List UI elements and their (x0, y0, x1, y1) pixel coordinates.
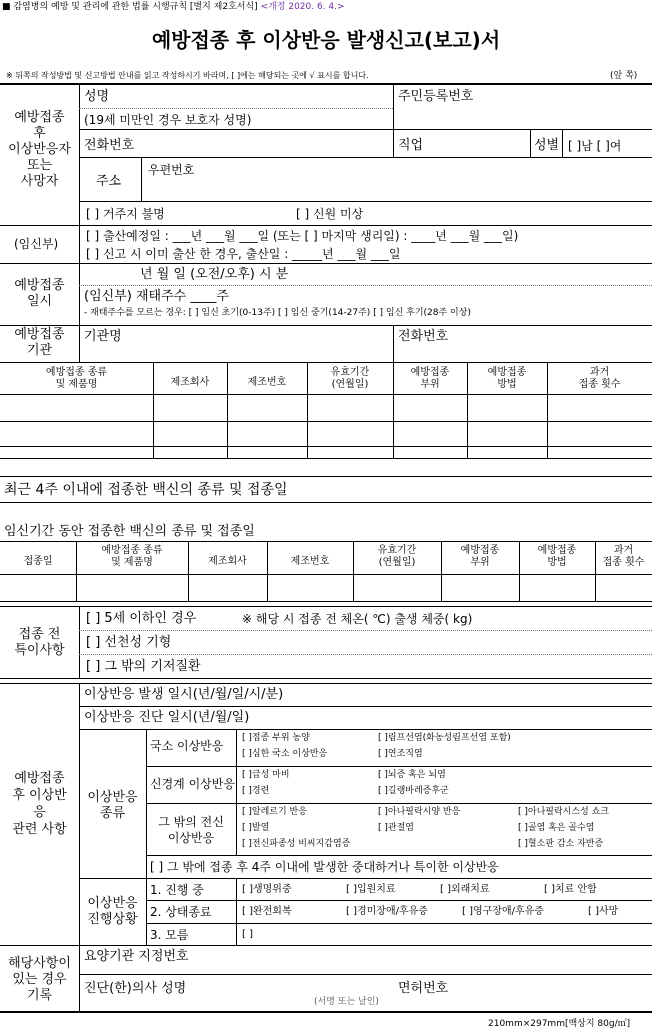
permanent-sequelae-checkbox[interactable]: [ ]영구장애/후유증 (462, 906, 544, 917)
page-side: (앞 쪽) (610, 71, 638, 81)
local-abscess-checkbox[interactable]: [ ]접종 부위 농양 (242, 733, 310, 743)
congenital-anomaly-checkbox[interactable]: [ ] 선천성 기형 (86, 635, 172, 650)
gbs-checkbox[interactable]: [ ]길랭바레증후군 (378, 786, 449, 796)
arthritis-checkbox[interactable]: [ ]관절염 (378, 823, 414, 833)
diagnosis-datetime-label: 이상반응 진단 일시(년/월/일) (84, 710, 250, 725)
unknown-address-checkbox[interactable]: [ ] 거주지 불명 (86, 207, 165, 221)
hospitalized-checkbox[interactable]: [ ]입원치료 (346, 884, 396, 895)
progress-label: 이상반응 진행상황 (87, 896, 138, 927)
anaphylactic-shock-checkbox[interactable]: [ ]아나필락시스성 쇼크 (518, 807, 609, 817)
severe-local-checkbox[interactable]: [ ]심한 국소 이상반응 (242, 749, 328, 759)
recent-vaccines-title: 최근 4주 이내에 접종한 백신의 종류 및 접종일 (4, 482, 288, 498)
cellulitis-checkbox[interactable]: [ ]연조직염 (378, 749, 423, 759)
doctor-name-label: 진단(한)의사 성명 (84, 981, 187, 996)
allergy-checkbox[interactable]: [ ]알레르기 반응 (242, 807, 307, 817)
form-instructions: ※ 뒤쪽의 작성방법 및 신고방법 안내를 읽고 작성하시기 바라며, [ ]에는 해당되는 곳에 √ 표시를 합니다. (6, 71, 369, 80)
form-reference: ■ 감염병의 예방 및 관리에 관한 법률 시행규칙 [별지 제2호서식] <개정 2020. 6. 4.> (2, 2, 345, 12)
sex-label: 성별 (534, 138, 560, 153)
osteitis-checkbox[interactable]: [ ]골염 혹은 골수염 (518, 823, 595, 833)
local-reaction-label: 국소 이상반응 (150, 739, 224, 753)
vaccination-datetime-field[interactable]: 년 월 일 (오전/오후) 시 분 (140, 267, 289, 282)
minor-sequelae-checkbox[interactable]: [ ]경미장애/후유증 (346, 906, 428, 917)
section-pre-vaccination-notes: 접종 전 특이사항 (14, 627, 65, 658)
section-adverse-reaction: 예방접종 후 이상반 응 관련 사항 (12, 771, 67, 837)
systemic-reaction-label: 그 밖의 전신 이상반응 (158, 815, 224, 845)
section-institution: 예방접종 기관 (14, 327, 65, 358)
license-number-label: 면허번호 (398, 981, 449, 996)
header-method: 예방접종 방법 (487, 367, 527, 390)
anaphylactoid-checkbox[interactable]: [ ]아나필락시양 반응 (378, 807, 461, 817)
header-vaccine-type: 예방접종 종류 및 제품명 (45, 367, 108, 390)
name-label: 성명 (84, 89, 110, 104)
pregnancy-vaccine-table: 접종일 예방접종 종류 및 제품명 제조회사 제조번호 유효기간 (연월일) 예방접종 부위 예방접종 방법 과거 접종 횟수 (23, 545, 645, 568)
vaccine-table (0, 362, 652, 458)
due-date-field[interactable]: [ ] 출산예정일 : ___년 ___월 ___일 (또는 [ ] 마지막 생리일) : ____년 ___월 ___일) (86, 229, 519, 243)
gestation-weeks-field[interactable]: (임신부) 재태주수 ____주 (84, 289, 229, 304)
progress-ended-label: 2. 상태종료 (150, 905, 212, 919)
encephalitis-checkbox[interactable]: [ ]뇌증 혹은 뇌염 (378, 770, 446, 780)
life-threatening-checkbox[interactable]: [ ]생명위중 (242, 884, 292, 895)
reaction-types-label: 이상반응 종류 (87, 790, 138, 821)
death-checkbox[interactable]: [ ]사망 (588, 906, 619, 917)
no-treatment-checkbox[interactable]: [ ]치료 안함 (544, 884, 597, 895)
other-reaction-checkbox[interactable]: [ ] 그 밖에 접종 후 4주 이내에 발생한 중대하거나 특이한 이상반응 (150, 860, 499, 874)
acute-paralysis-checkbox[interactable]: [ ]급성 마비 (242, 770, 290, 780)
paper-spec: 210mm×297mm[백상지 80g/㎡] (488, 1019, 631, 1029)
section-vaccination-date: 예방접종 일시 (14, 278, 65, 309)
job-label: 직업 (398, 138, 424, 153)
full-recovery-checkbox[interactable]: [ ]완전회복 (242, 906, 292, 917)
institution-name-label: 기관명 (84, 329, 122, 344)
header-lot-number: 제조번호 (247, 377, 287, 388)
phone-label: 전화번호 (84, 138, 135, 153)
bcg-infection-checkbox[interactable]: [ ]전신파종성 비씨지감염증 (242, 839, 351, 849)
sex-options[interactable]: [ ]남 [ ]여 (568, 139, 622, 153)
occurrence-datetime-label: 이상반응 발생 일시(년/월/일/시/분) (84, 687, 284, 702)
fever-checkbox[interactable]: [ ]발열 (242, 823, 270, 833)
guardian-label: (19세 미만인 경우 보호자 성명) (84, 113, 252, 127)
header-expiry: 유효기간 (연월일) (330, 367, 370, 390)
rrn-label: 주민등록번호 (398, 89, 474, 104)
unknown-checkbox[interactable]: [ ] (242, 929, 253, 940)
neuro-reaction-label: 신경계 이상반응 (150, 777, 235, 791)
clinic-code-label: 요양기관 지정번호 (84, 949, 189, 964)
header-past-count: 과거 접종 횟수 (578, 367, 621, 390)
address-label: 주소 (96, 174, 122, 189)
section-patient: 예방접종 후 이상반응자 또는 사망자 (8, 110, 71, 189)
thrombocytopenia-checkbox[interactable]: [ ]혈소판 감소 자반증 (518, 839, 604, 849)
signature-hint: (서명 또는 날인) (314, 997, 379, 1007)
unknown-gestation-options[interactable]: - 재태주수를 모르는 경우: [ ] 임신 초기(0-13주) [ ] 임신 중기(14-27주) [ ] 임신 후기(28주 이상) (84, 308, 471, 318)
header-site: 예방접종 부위 (410, 367, 450, 390)
temperature-weight-note[interactable]: ※ 해당 시 접종 전 체온( ℃) 출생 체중( kg) (242, 612, 473, 626)
lymphadenitis-checkbox[interactable]: [ ]림프선염(화농성림프선염 포함) (378, 733, 511, 743)
outpatient-checkbox[interactable]: [ ]외래치료 (440, 884, 490, 895)
seizure-checkbox[interactable]: [ ]경련 (242, 786, 270, 796)
pregnancy-vaccines-title: 임신기간 동안 접종한 백신의 종류 및 접종일 (4, 524, 255, 539)
section-record: 해당사항이 있는 경우 기록 (8, 956, 71, 1003)
under5-checkbox[interactable]: [ ] 5세 이하인 경우 (86, 611, 197, 626)
progress-unknown-label: 3. 모름 (150, 928, 189, 942)
progress-ongoing-label: 1. 진행 중 (150, 883, 204, 897)
institution-phone-label: 전화번호 (398, 329, 449, 344)
unknown-identity-checkbox[interactable]: [ ] 신원 미상 (296, 207, 364, 221)
section-pregnancy: (임신부) (14, 237, 59, 251)
underlying-disease-checkbox[interactable]: [ ] 그 밖의 기저질환 (86, 659, 201, 674)
birth-date-field[interactable]: [ ] 신고 시 이미 출산 한 경우, 출산일 : _____년 ___월 ___일 (86, 247, 401, 261)
revision-date: <개정 2020. 6. 4.> (260, 2, 345, 12)
header-manufacturer: 제조회사 (170, 377, 210, 388)
postal-code-label: 우편번호 (148, 163, 195, 177)
form-title: 예방접종 후 이상반응 발생신고(보고)서 (151, 28, 501, 52)
